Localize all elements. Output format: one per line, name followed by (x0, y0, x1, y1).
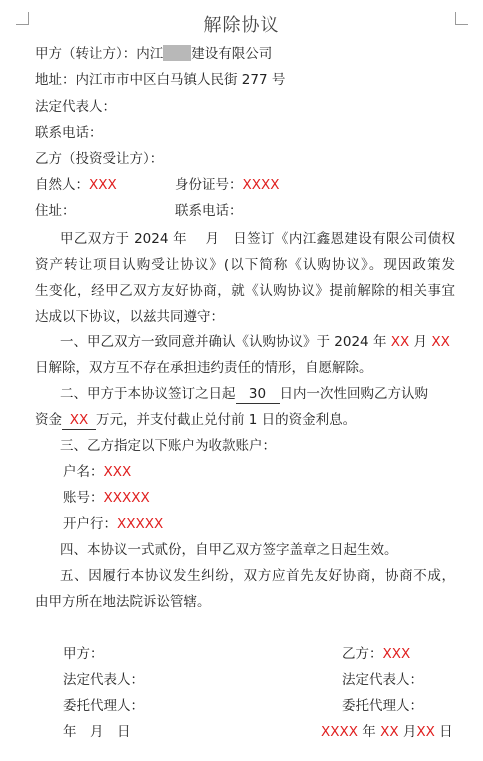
preamble-line-4: 达成以下协议，以兹共同遵守： (35, 309, 224, 325)
party-a-line: 甲方（转让方）：内江 建设有限公司 (35, 46, 273, 62)
party-b-person-line: 自然人：XXX 身份证号：XXXX (35, 177, 280, 193)
clause-3-line: 三、乙方指定以下账户为收款账户： (60, 438, 276, 454)
preamble-line-2: 资产转让项目认购受让协议》(以下简称《认购协议》。现因政策发 (35, 257, 455, 273)
document-title: 解除协议 (203, 15, 280, 36)
party-a-address-line: 地址：内江市市中区白马镇人民街 277 号 (35, 72, 286, 88)
party-a-legal-rep-line: 法定代表人： (35, 99, 116, 115)
clause-5-line-2: 由甲方所在地法院诉讼管辖。 (35, 594, 211, 610)
party-b-line: 乙方（投资受让方）： (35, 151, 164, 167)
amount-blank: XX (62, 412, 96, 430)
signature-agent-line: 委托代理人： 委托代理人： (63, 698, 423, 714)
signature-legal-rep-line: 法定代表人： 法定代表人： (63, 672, 423, 688)
clause-5-line-1: 五、因履行本协议发生纠纷，双方应首先友好协商，协商不成， (60, 568, 455, 584)
preamble-line-3: 生变化，经甲乙双方友好协商，就《认购协议》提前解除的相关事宜 (35, 283, 455, 299)
days-blank: 30 (236, 386, 280, 404)
clause-2-line-1: 二、甲方于本协议签订之日起 30 日内一次性回购乙方认购 (60, 386, 428, 402)
clause-1-line-2: 日解除，双方互不存在承担违约责任的情形，自愿解除。 (35, 360, 373, 376)
clause-4-line: 四、本协议一式贰份，自甲乙双方签字盖章之日起生效。 (60, 542, 398, 558)
party-a-phone-line: 联系电话： (35, 125, 103, 141)
preamble-line-1: 甲乙双方于 2024 年 月 日签订《内江鑫恩建设有限公司债权 (60, 231, 455, 247)
signature-party-line: 甲方： 乙方：XXX (63, 646, 411, 662)
redaction-block (163, 45, 191, 61)
account-number-line: 账号：XXXXX (63, 490, 150, 506)
account-name-line: 户名：XXX (63, 464, 132, 480)
clause-1-line-1: 一、甲乙双方一致同意并确认《认购协议》于 2024 年 XX 月 XX (60, 334, 450, 350)
bank-line: 开户行：XXXXX (63, 516, 164, 532)
signature-date-line: 年 月 日 XXXX 年 XX 月XX 日 (63, 724, 453, 740)
clause-2-line-2: 资金 XX 万元，并支付截止兑付前 1 日的资金利息。 (35, 412, 357, 428)
party-b-address-line: 住址： 联系电话： (35, 203, 243, 219)
